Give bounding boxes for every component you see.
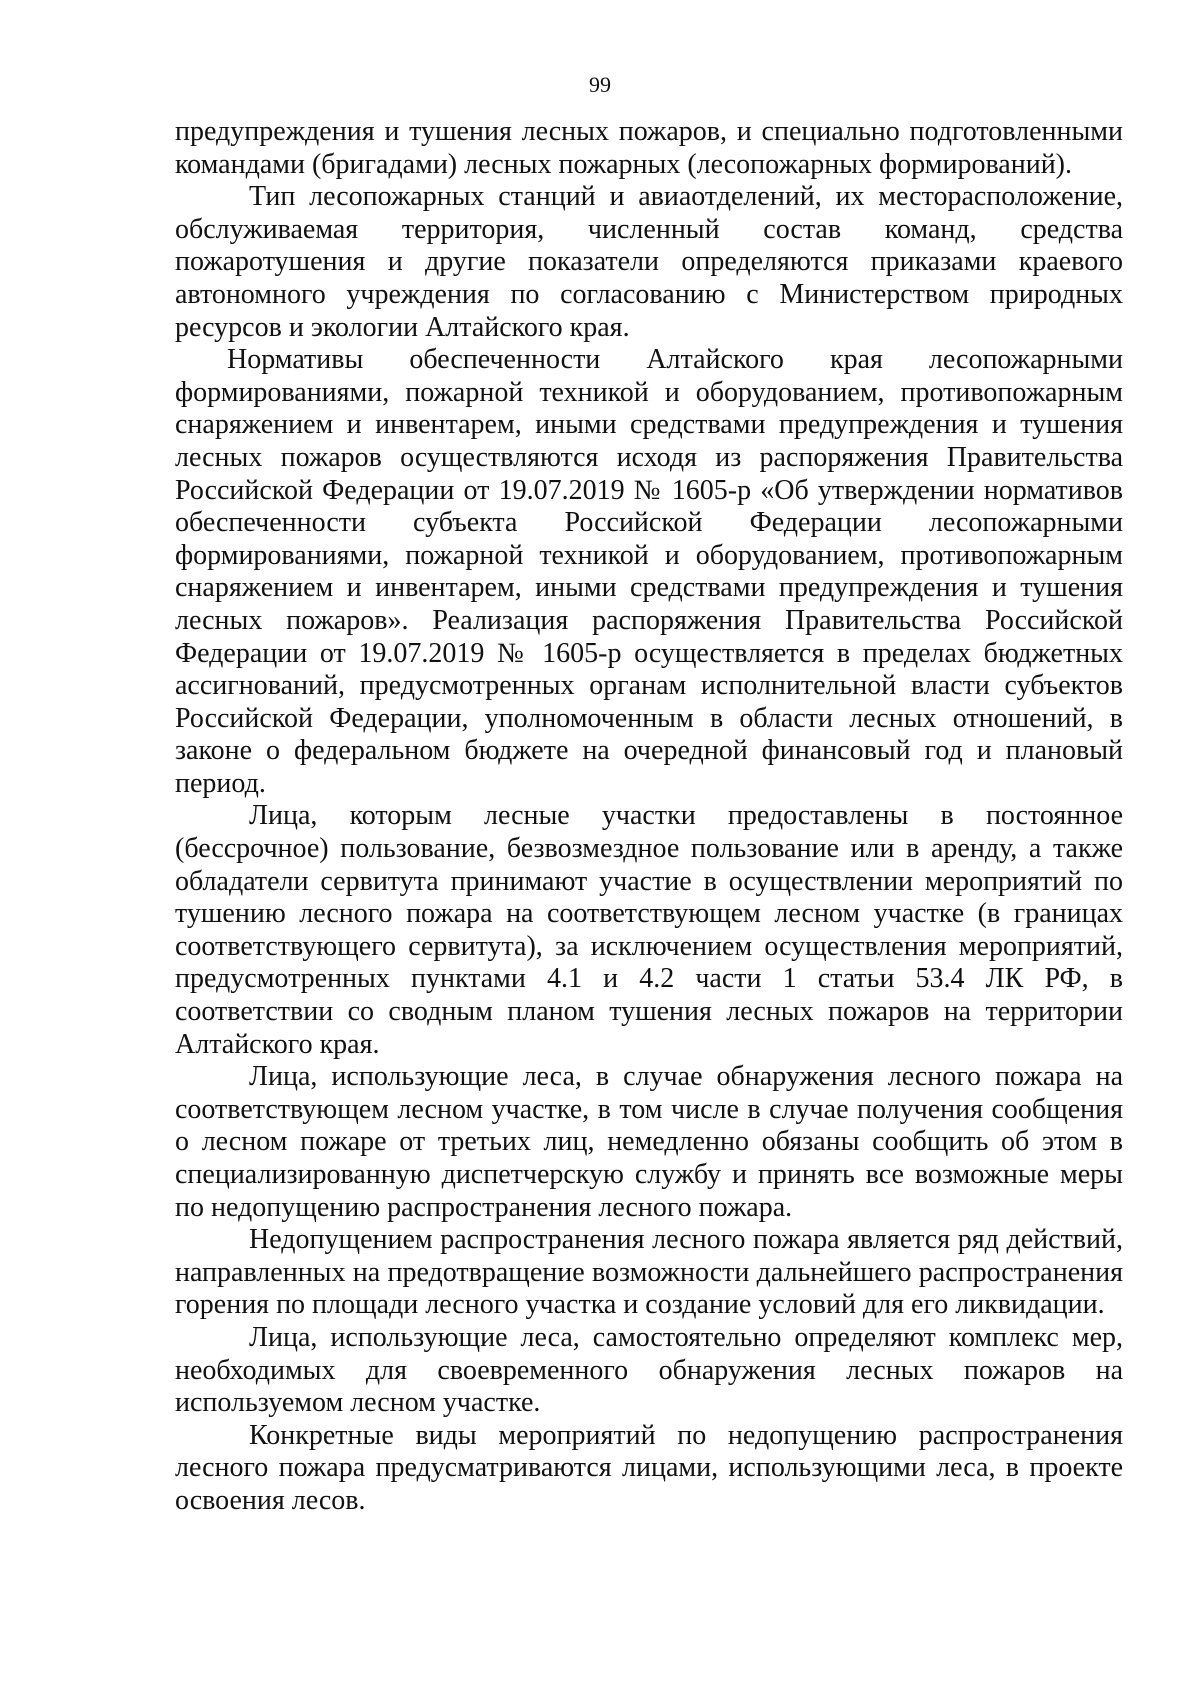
paragraph-prevention-definition: Недопущением распространения лесного пожара является ряд действий, направленных на предотвращение возможности дальнейшего распространения горения по площади лесного участка и создание условий для его ликвидации. [175,1224,1123,1321]
document-body [175,116,1123,1518]
paragraph-detection-measures: Лица, использующие леса, самостоятельно определяют комплекс мер, необходимых для своевременного обнаружения лесных пожаров на используемом лесном участке. [175,1321,1123,1419]
paragraph-forest-users-report: Лица, использующие леса, в случае обнаружения лесного пожара на соответствующем лесном участке, в том числе в случае получения сообщения о лесном пожаре от третьих лиц, немедленно обязаны сообщить об этом в специализированную диспетчерскую службу и принять все возможные меры по недопущению распространения лесного пожара. [175,1061,1123,1223]
page-number: 99 [589,72,611,97]
paragraph-land-users: Лица, которым лесные участки предоставлены в постоянное (бессрочное) пользование, безвозмездное пользование или в аренду, а также обладатели сервитута принимают участие в осуществлении мероприятий по тушению лесного пожара на соответствующем лесном участке (в границах соответствующего сервитута), за исключением осуществления мероприятий, предусмотренных пунктами 4.1 и 4.2 части 1 статьи 53.4 ЛК РФ, в соответствии со сводным планом тушения лесных пожаров на территории Алтайского края. [175,800,1123,1060]
paragraph-normatives: Нормативы обеспеченности Алтайского края лесопожарными формированиями, пожарной техникой и оборудованием, противопожарным снаряжением и инвентарем, иными средствами предупреждения и тушения лесных пожаров осуществляются исходя из распоряжения Правительства Российской Федерации от 19.07.2019 № 1605-р «Об утверждении нормативов обеспеченности субъекта Российской Федерации лесопожарными формированиями, пожарной техникой и оборудованием, противопожарным снаряжением и инвентарем, иными средствами предупреждения и тушения лесных пожаров». Реализация распоряжения Правительства Российской Федерации от 19.07.2019 № 1605-р осуществляется в пределах бюджетных ассигнований, предусмотренных органам исполнительной власти субъектов Российской Федерации, уполномоченным в области лесных отношений, в законе о федеральном бюджете на очередной финансовый год и плановый период. [175,344,1123,799]
paragraph-station-types: Тип лесопожарных станций и авиаотделений, их месторасположение, обслуживаемая территория, численный состав команд, средства пожаротушения и другие показатели определяются приказами краевого автономного учреждения по согласованию с Министерством природных ресурсов и экологии Алтайского края. [175,181,1123,343]
paragraph-continuation: предупреждения и тушения лесных пожаров, и специально подготовленными командами (бригадами) лесных пожарных (лесопожарных формирований). [175,116,1123,180]
paragraph-specific-measures: Конкретные виды мероприятий по недопущению распространения лесного пожара предусматриваются лицами, использующими леса, в проекте освоения лесов. [175,1419,1123,1516]
